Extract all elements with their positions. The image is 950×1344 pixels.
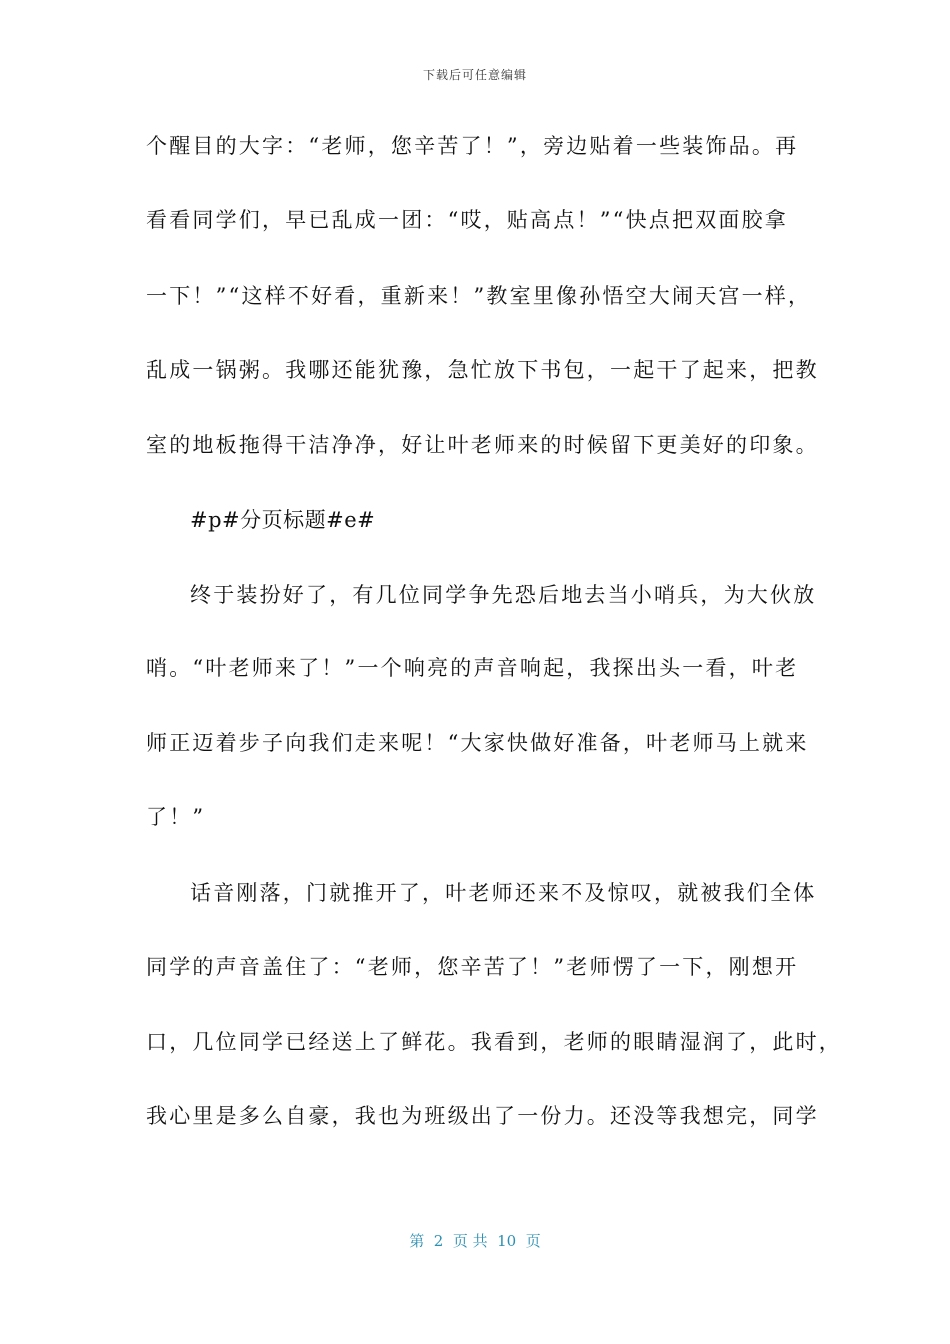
text-line: 室的地板拖得干洁净净，好让叶老师来的时候留下更美好的印象。 — [146, 433, 819, 457]
text-line: 了！” — [146, 805, 206, 829]
page-header: 下载后可任意编辑 — [422, 68, 527, 82]
text-line: 看看同学们，早已乱成一团：“哎，贴高点！”“快点把双面胶拿 — [146, 208, 789, 232]
text-line: 个醒目的大字：“老师，您辛苦了！”，旁边贴着一些装饰品。再 — [146, 134, 799, 158]
text-line: 我心里是多么自豪，我也为班级出了一份力。还没等我想完，同学 — [146, 1104, 819, 1128]
page-footer: 第 2 页 共 10 页 — [409, 1232, 541, 1250]
text-line: 乱成一锅粥。我哪还能犹豫，急忙放下书包，一起干了起来，把教 — [146, 358, 819, 382]
page-break-marker: #p#分页标题#e# — [190, 508, 376, 532]
text-line: 一下！”“这样不好看，重新来！”教室里像孙悟空大闹天宫一样， — [146, 284, 812, 308]
text-line: 同学的声音盖住了：“老师，您辛苦了！”老师愣了一下，刚想开 — [146, 955, 799, 979]
text-line: 哨。“叶老师来了！”一个响亮的声音响起，我探出头一看，叶老 — [146, 656, 799, 680]
text-line: 口，几位同学已经送上了鲜花。我看到，老师的眼睛湿润了，此时， — [146, 1030, 842, 1054]
text-line: 话音刚落，门就推开了，叶老师还来不及惊叹，就被我们全体 — [190, 881, 817, 905]
text-line: 终于装扮好了，有几位同学争先恐后地去当小哨兵，为大伙放 — [190, 583, 817, 607]
text-line: 师正迈着步子向我们走来呢！“大家快做好准备，叶老师马上就来 — [146, 731, 809, 755]
